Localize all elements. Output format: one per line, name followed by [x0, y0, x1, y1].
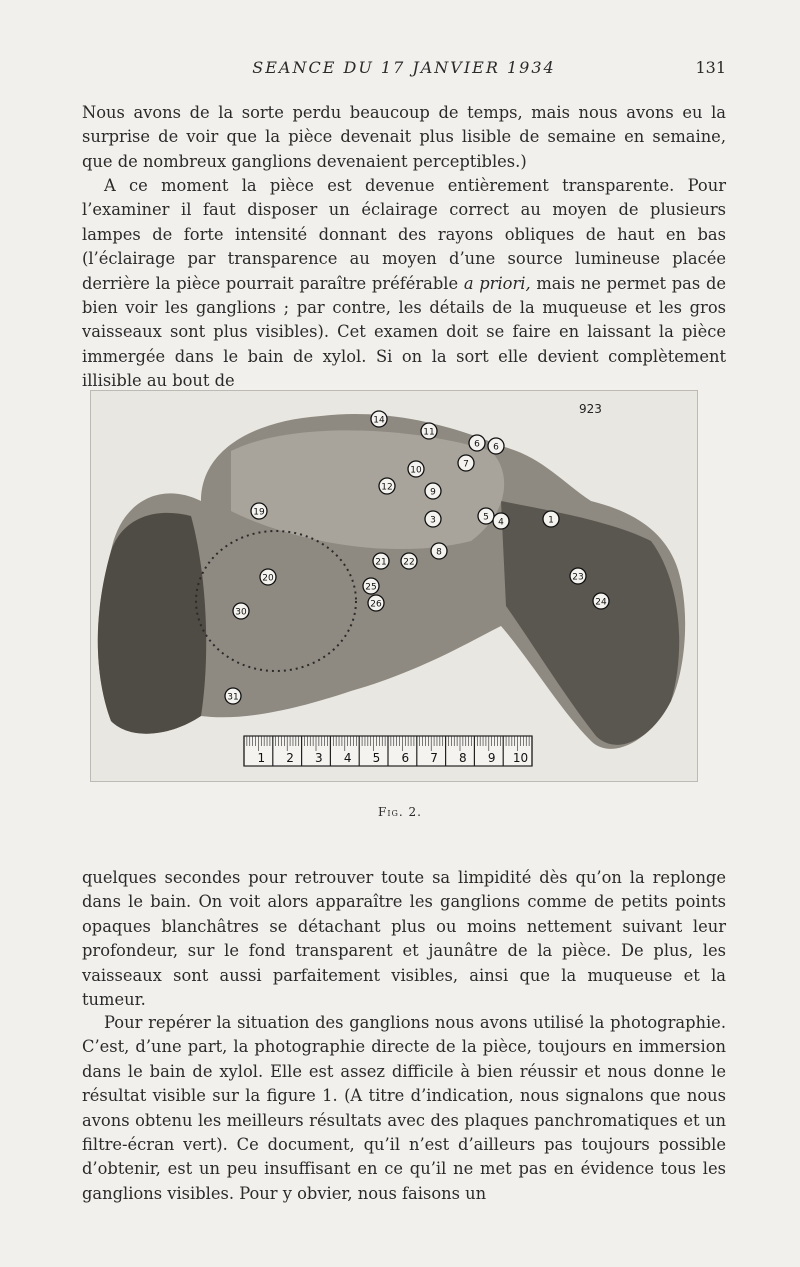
node-label: 12 [381, 482, 393, 493]
paragraph-2 [82, 174, 726, 394]
running-title: SEANCE DU 17 JANVIER 1934 [252, 58, 556, 77]
node-label: 7 [463, 459, 469, 470]
paragraph-2-text-b: mais ne permet pas de bien voir les ganglions ; par contre, les détails de la muqueuse et les gros vaisseaux sont plus visibles). Cet examen doit se faire en laissant la pièce immergée dans le bain de xylol. Si on la sort elle devient complètement illisible au bout de [82, 273, 727, 391]
paragraph-3: quelques secondes pour retrouver toute sa limpidité dès qu’on la replonge dans le bain. On voit alors apparaître les ganglions comme de petits points opaques blanchâtres se détachant plus ou moins nettement suivant leur profondeur, sur le fond transparent et jaunâtre de la pièce. De plus, les vaisseaux sont aussi parfaitement visibles, ainsi que la muqueuse et la tumeur. [82, 868, 726, 1010]
ruler-label: 3 [315, 751, 323, 765]
plate-number: 923 [579, 402, 602, 416]
node-label: 20 [262, 573, 274, 584]
node-label: 22 [403, 557, 415, 568]
paragraph-1: Nous avons de la sorte perdu beaucoup de temps, mais nous avons eu la surprise de voir que la pièce devenait plus lisible de semaine en semaine, que de nombreux ganglions devenaient perceptibles.) [82, 103, 726, 171]
paragraph-2-text-a: A ce moment la pièce est devenue entièrement transparente. Pour l’examiner il faut disposer un éclairage correct au moyen de plusieurs lampes de forte intensité donnant des rayons obliques de haut en bas (l’éclairage par transparence au moyen d’une source lumineuse placée derrière la pièce pourrait paraître préférable [82, 176, 726, 293]
node-label: 24 [595, 597, 607, 608]
paragraph-4: Pour repérer la situation des ganglions nous avons utilisé la photographie. C’est, d’une part, la photographie directe de la pièce, toujours en immersion dans le bain de xylol. Elle est assez difficile à bien réussir et nous donne le résultat visible sur la figure 1. (A titre d’indication, nous signalons que nous avons obtenu les meilleurs résultats avec des plaques panchromatiques et un filtre-écran vert). Ce document, qu’il n’est d’ailleurs pas toujours possible d’obtenir, est un peu insuffisant en ce qu’il ne met pas en évidence tous les ganglions visibles. Pour y obvier, nous faisons un [82, 1013, 726, 1203]
node-label: 30 [235, 607, 247, 618]
node-label: 14 [373, 415, 385, 426]
page-header [82, 58, 726, 84]
node-label: 10 [410, 465, 422, 476]
node-label: 8 [436, 547, 442, 558]
ruler-label: 7 [430, 751, 438, 765]
ruler-label: 5 [372, 751, 381, 765]
ruler-label: 9 [487, 751, 496, 765]
ruler-label: 10 [512, 751, 529, 765]
node-label: 23 [572, 572, 584, 583]
node-label: 3 [430, 515, 436, 526]
node-label: 1 [548, 515, 554, 526]
page-number: 131 [695, 58, 726, 77]
paragraph-2-italic: a priori, [463, 273, 531, 293]
scale-ruler [244, 736, 532, 766]
node-label: 25 [365, 582, 377, 593]
node-label: 5 [483, 512, 489, 523]
node-label: 6 [493, 442, 499, 453]
ruler-label: 1 [257, 751, 266, 765]
node-label: 19 [253, 507, 265, 518]
specimen-illustration [91, 391, 697, 781]
node-label: 11 [423, 427, 435, 438]
node-label: 21 [375, 557, 387, 568]
node-label: 4 [498, 517, 504, 528]
dark-lobe-left [98, 513, 206, 734]
ruler-label: 4 [343, 751, 352, 765]
node-label: 9 [430, 487, 436, 498]
specimen-photograph [90, 390, 698, 782]
node-label: 26 [370, 599, 382, 610]
ruler-label: 8 [459, 751, 467, 765]
node-label: 31 [227, 692, 239, 703]
ruler-label: 6 [401, 751, 410, 765]
ruler-label: 2 [286, 751, 294, 765]
figure-caption: Fig. 2. [378, 805, 422, 819]
node-label: 6 [474, 439, 480, 450]
